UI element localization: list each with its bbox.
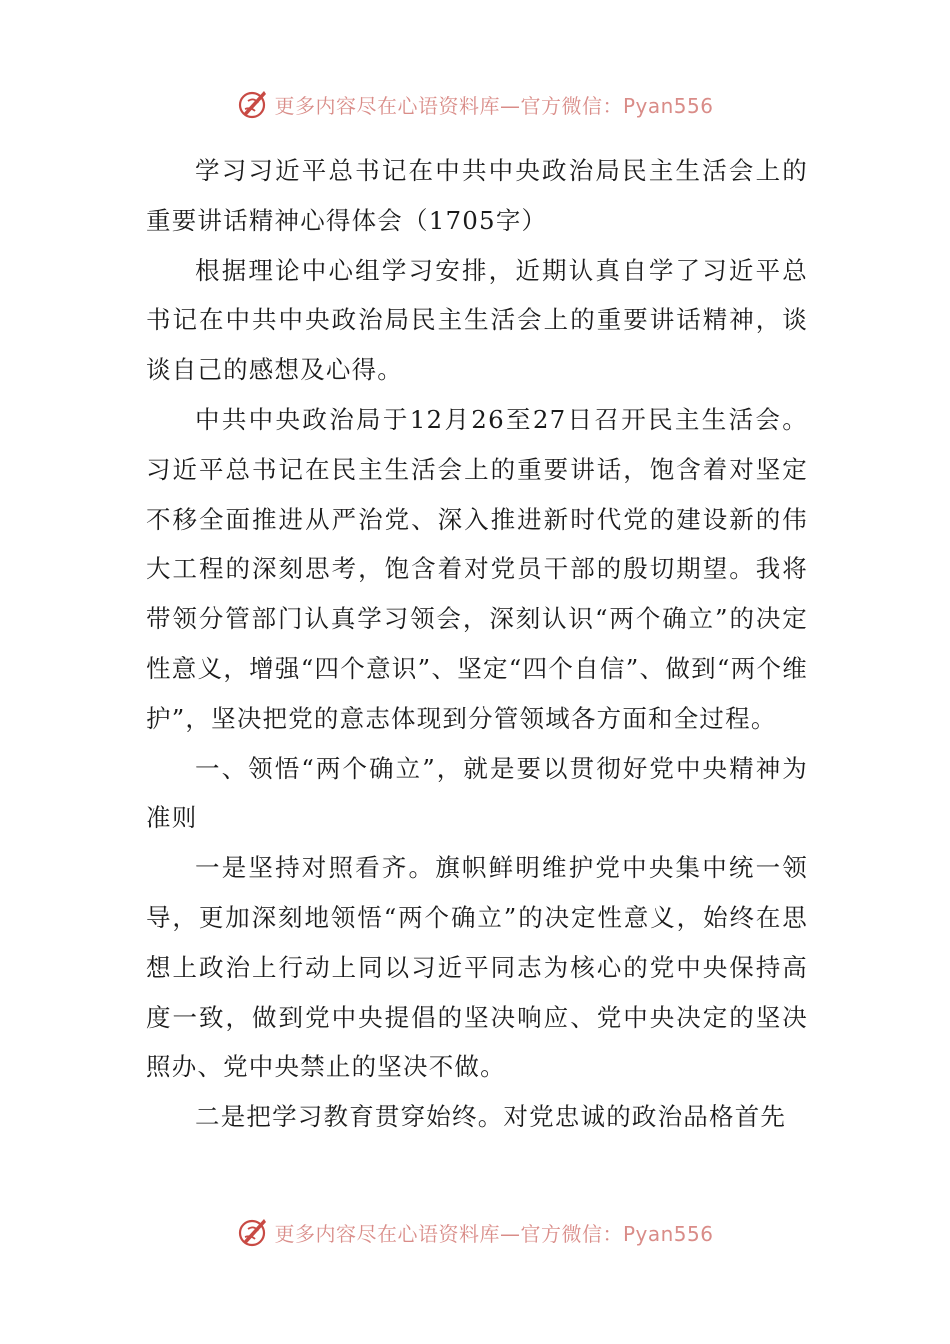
document-body: [146, 146, 808, 1142]
quill-logo-icon: [236, 1215, 270, 1249]
paragraph: 二是把学习教育贯穿始终。对党忠诚的政治品格首先: [195, 1102, 787, 1132]
quill-logo-icon: [236, 87, 270, 121]
paragraph: 中共中央政治局于12月26至27日召开民主生活会。习近平总书记在民主生活会上的重要讲话，饱含着对坚定不移全面推进从严治党、深入推进新时代党的建设新的伟大工程的深刻思考，饱含着对党员干部的殷切期望。我将带领分管部门认真学习领会，深刻认识“两个确立”的决定性意义，增强“四个意识”、坚定“四个自信”、做到“两个维护”，坚决把党的意志体现到分管领域各方面和全过程。: [146, 404, 808, 733]
watermark-text: 更多内容尽在心语资料库—官方微信：Pyan556: [274, 1221, 714, 1246]
paragraph: 根据理论中心组学习安排，近期认真自学了习近平总书记在中共中央政治局民主生活会上的重要讲话精神，谈谈自己的感想及心得。: [146, 255, 808, 385]
watermark-header: [0, 84, 950, 124]
watermark-footer: [0, 1212, 950, 1252]
document-title: 学习习近平总书记在中共中央政治局民主生活会上的重要讲话精神心得体会（1705字）: [146, 156, 808, 235]
section-heading: 一、领悟“两个确立”，就是要以贯彻好党中央精神为准则: [146, 753, 808, 833]
paragraph: 一是坚持对照看齐。旗帜鲜明维护党中央集中统一领导，更加深刻地领悟“两个确立”的决定性意义，始终在思想上政治上行动上同以习近平同志为核心的党中央保持高度一致，做到党中央提倡的坚决响应、党中央决定的坚决照办、党中央禁止的坚决不做。: [146, 853, 808, 1082]
watermark-text: 更多内容尽在心语资料库—官方微信：Pyan556: [274, 93, 714, 118]
